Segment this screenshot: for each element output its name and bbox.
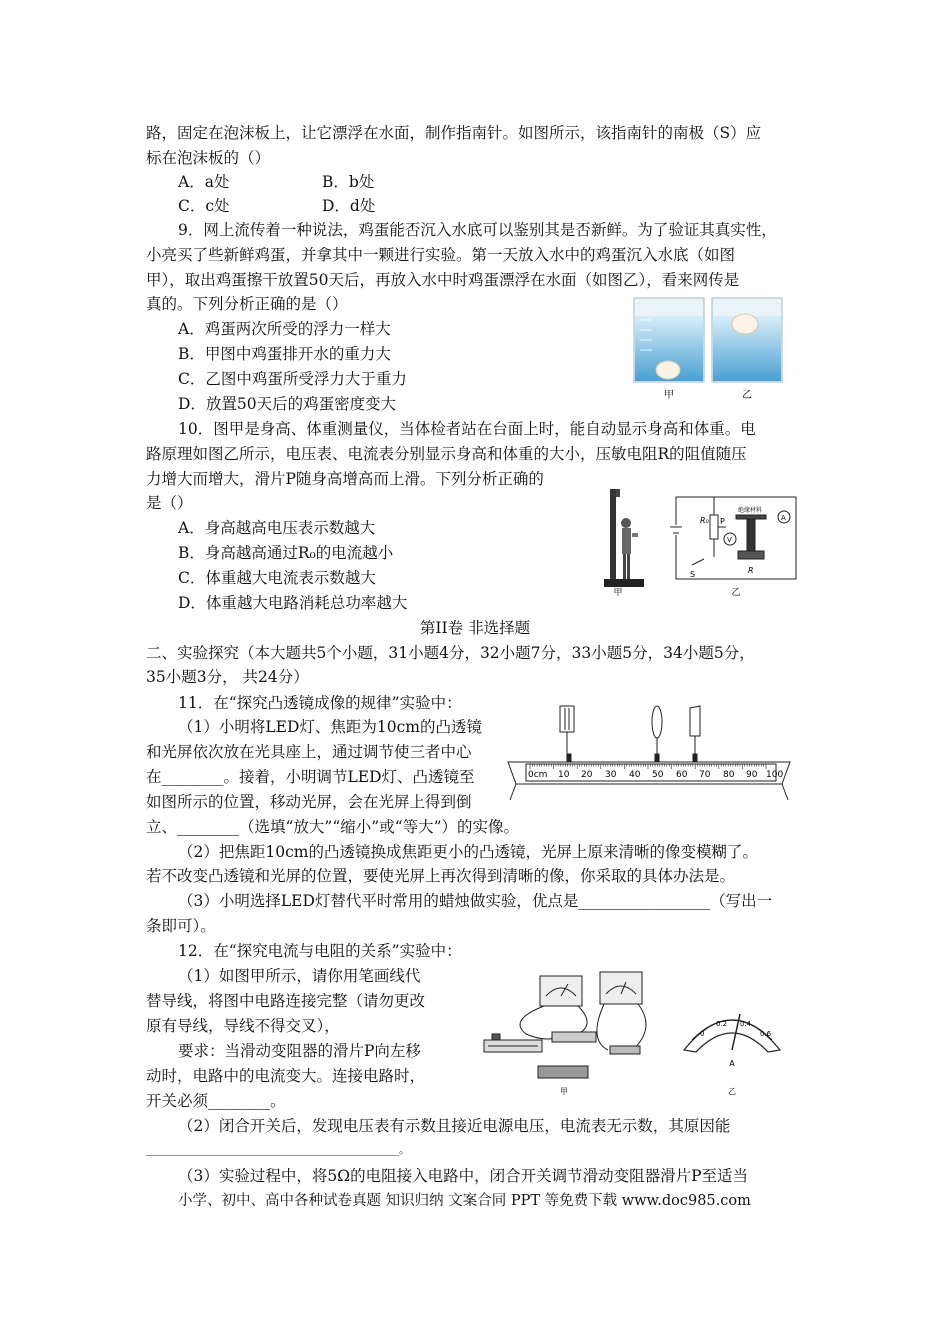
text-line: 在________。接着，小明调节LED灯、凸透镜至 [146, 768, 475, 786]
figure-label: 甲 [664, 390, 674, 401]
text-line: （3）实验过程中，将5Ω的电阻接入电路中，闭合开关调节滑动变阻器滑片P至适当 [178, 1167, 749, 1185]
option-d: D．体重越大电路消耗总功率越大 [178, 594, 408, 612]
text-line: 要求：当滑动变阻器的滑片P向左移 [178, 1042, 421, 1060]
text-line: 小亮买了些新鲜鸡蛋，并拿其中一颗进行实验。第一天放入水中的鸡蛋沉入水底（如图 [146, 246, 736, 264]
figure-label: 乙 [731, 588, 741, 598]
page-footer: 小学、初中、高中各种试卷真题 知识归纳 文案合同 PPT 等免费下载 www.doc985.com [178, 1193, 751, 1209]
scale-tick-label: 10 [558, 770, 570, 780]
scale-tick-label: 20 [581, 770, 593, 780]
option-c: C．c处 [178, 197, 230, 215]
text-line: 路，固定在泡沫板上，让它漂浮在水面，制作指南针。如图所示，该指南针的南极（S）应 [146, 124, 762, 142]
circuit-label-a: A [781, 514, 786, 522]
text-line: （2）闭合开关后，发现电压表有示数且接近电源电压，电流表无示数，其原因能 [178, 1117, 731, 1135]
scale-tick-label: 100 [766, 770, 784, 780]
meter-unit: A [729, 1059, 735, 1068]
circuit-apparatus-figure [478, 970, 790, 1098]
circuit-label-r0: R₀ [700, 516, 709, 525]
text-line: 如图所示的位置，移动光屏，会在光屏上得到倒 [146, 793, 472, 811]
text-line: 若不改变凸透镜和光屏的位置，要使光屏上再次得到清晰的像，你采取的具体办法是。 [146, 867, 736, 885]
text-line: 原有导线，导线不得交叉）， [146, 1017, 340, 1035]
text-line: 甲），取出鸡蛋擦干放置50天后，再放入水中时鸡蛋漂浮在水面（如图乙），看来网传是 [146, 271, 740, 289]
meter-label: 0.2 [716, 1020, 728, 1028]
option-b: B．甲图中鸡蛋排开水的重力大 [178, 345, 391, 363]
circuit-label-s: S [690, 570, 696, 579]
option-b: B．身高越高通过R₀的电流越小 [178, 544, 394, 562]
text-line: （2）把焦距10cm的凸透镜换成焦距更小的凸透镜，光屏上原来清晰的像变模糊了。 [178, 843, 758, 861]
text-line: （1）小明将LED灯、焦距为10cm的凸透镜 [178, 718, 482, 736]
section-title: 二、实验探究（本大题共5个小题，31小题4分，32小题7分，33小题5分，34小题5分， [146, 644, 755, 662]
option-d: D．d处 [322, 197, 376, 215]
option-c: C．体重越大电流表示数越大 [178, 569, 376, 587]
text-line: （1）如图甲所示，请你用笔画线代 [178, 967, 421, 985]
figure-label: 甲 [560, 1087, 568, 1096]
meter-label: 0 [700, 1030, 705, 1038]
egg-floating [732, 314, 758, 334]
text-line: （3）小明选择LED灯替代平时常用的蜡烛做实验，优点是_________________（写出一 [178, 892, 773, 910]
option-b: B．b处 [322, 173, 375, 191]
scale-tick-label: 70 [699, 770, 711, 780]
text-line: 路原理如图乙所示，电压表、电流表分别显示身高和体重的大小，压敏电阻R的阻值随压 [146, 445, 747, 463]
text-line: 开关必须________。 [146, 1092, 286, 1110]
figure-label: 乙 [728, 1087, 736, 1096]
meter-label: 0.6 [760, 1030, 772, 1038]
text-line: 标在泡沫板的（） [146, 149, 271, 167]
height-weight-figure [596, 487, 802, 599]
scale-tick-label: 60 [676, 770, 688, 780]
text-line: 动时，电路中的电流变大。连接电路时， [146, 1067, 426, 1085]
scale-start-label: 0cm [528, 770, 548, 780]
scale-tick-label: 80 [723, 770, 735, 780]
egg-beaker-figure [630, 296, 788, 404]
scale-tick-label: 30 [605, 770, 617, 780]
figure-label: 甲 [613, 588, 623, 598]
scale-tick-label: 50 [652, 770, 664, 780]
option-a: A．鸡蛋两次所受的浮力一样大 [178, 320, 391, 338]
option-c: C．乙图中鸡蛋所受浮力大于重力 [178, 370, 407, 388]
scale-tick-label: 90 [746, 770, 758, 780]
figure-label: 乙 [742, 390, 752, 401]
text-line: 35小题3分， 共24分） [146, 668, 309, 686]
circuit-label-v: V [727, 536, 732, 544]
circuit-label-p: P [720, 517, 725, 526]
text-line: 条即可）。 [146, 917, 216, 935]
egg-sunk [656, 361, 680, 379]
question-9: 9．网上流传着一种说法，鸡蛋能否沉入水底可以鉴别其是否新鲜。为了验证其真实性， [178, 221, 777, 239]
answer-blank: ______________________________________________。 [146, 1143, 410, 1156]
meter-label: 0.4 [740, 1020, 752, 1028]
scale-tick-label: 40 [629, 770, 641, 780]
circuit-label-r: R [748, 566, 754, 575]
option-a: A．身高越高电压表示数越大 [178, 519, 376, 537]
text-line: 立、________（选填“放大”“缩小”或“等大”）的实像。 [146, 818, 520, 836]
text-line: 力增大而增大，滑片P随身高增高而上滑。下列分析正确的 [146, 470, 544, 488]
question-10: 10．图甲是身高、体重测量仪，当体检者站在台面上时，能自动显示身高和体重。电 [178, 420, 756, 438]
optical-bench-figure [504, 704, 794, 816]
option-a: A．a处 [178, 173, 230, 191]
question-11: 11．在“探究凸透镜成像的规律”实验中： [178, 694, 462, 712]
text-line: 和光屏依次放在光具座上，通过调节使三者中心 [146, 743, 472, 761]
circuit-label-tag: 绝缘材料 [738, 507, 763, 514]
section-heading: 第II卷 非选择题 [419, 619, 531, 637]
text-line: 是（） [146, 494, 193, 512]
text-line: 替导线，将图中电路连接完整（请勿更改 [146, 992, 426, 1010]
question-12: 12．在“探究电流与电阻的关系”实验中： [178, 942, 462, 960]
text-line: 真的。下列分析正确的是（） [146, 295, 348, 313]
option-d: D．放置50天后的鸡蛋密度变大 [178, 395, 397, 413]
